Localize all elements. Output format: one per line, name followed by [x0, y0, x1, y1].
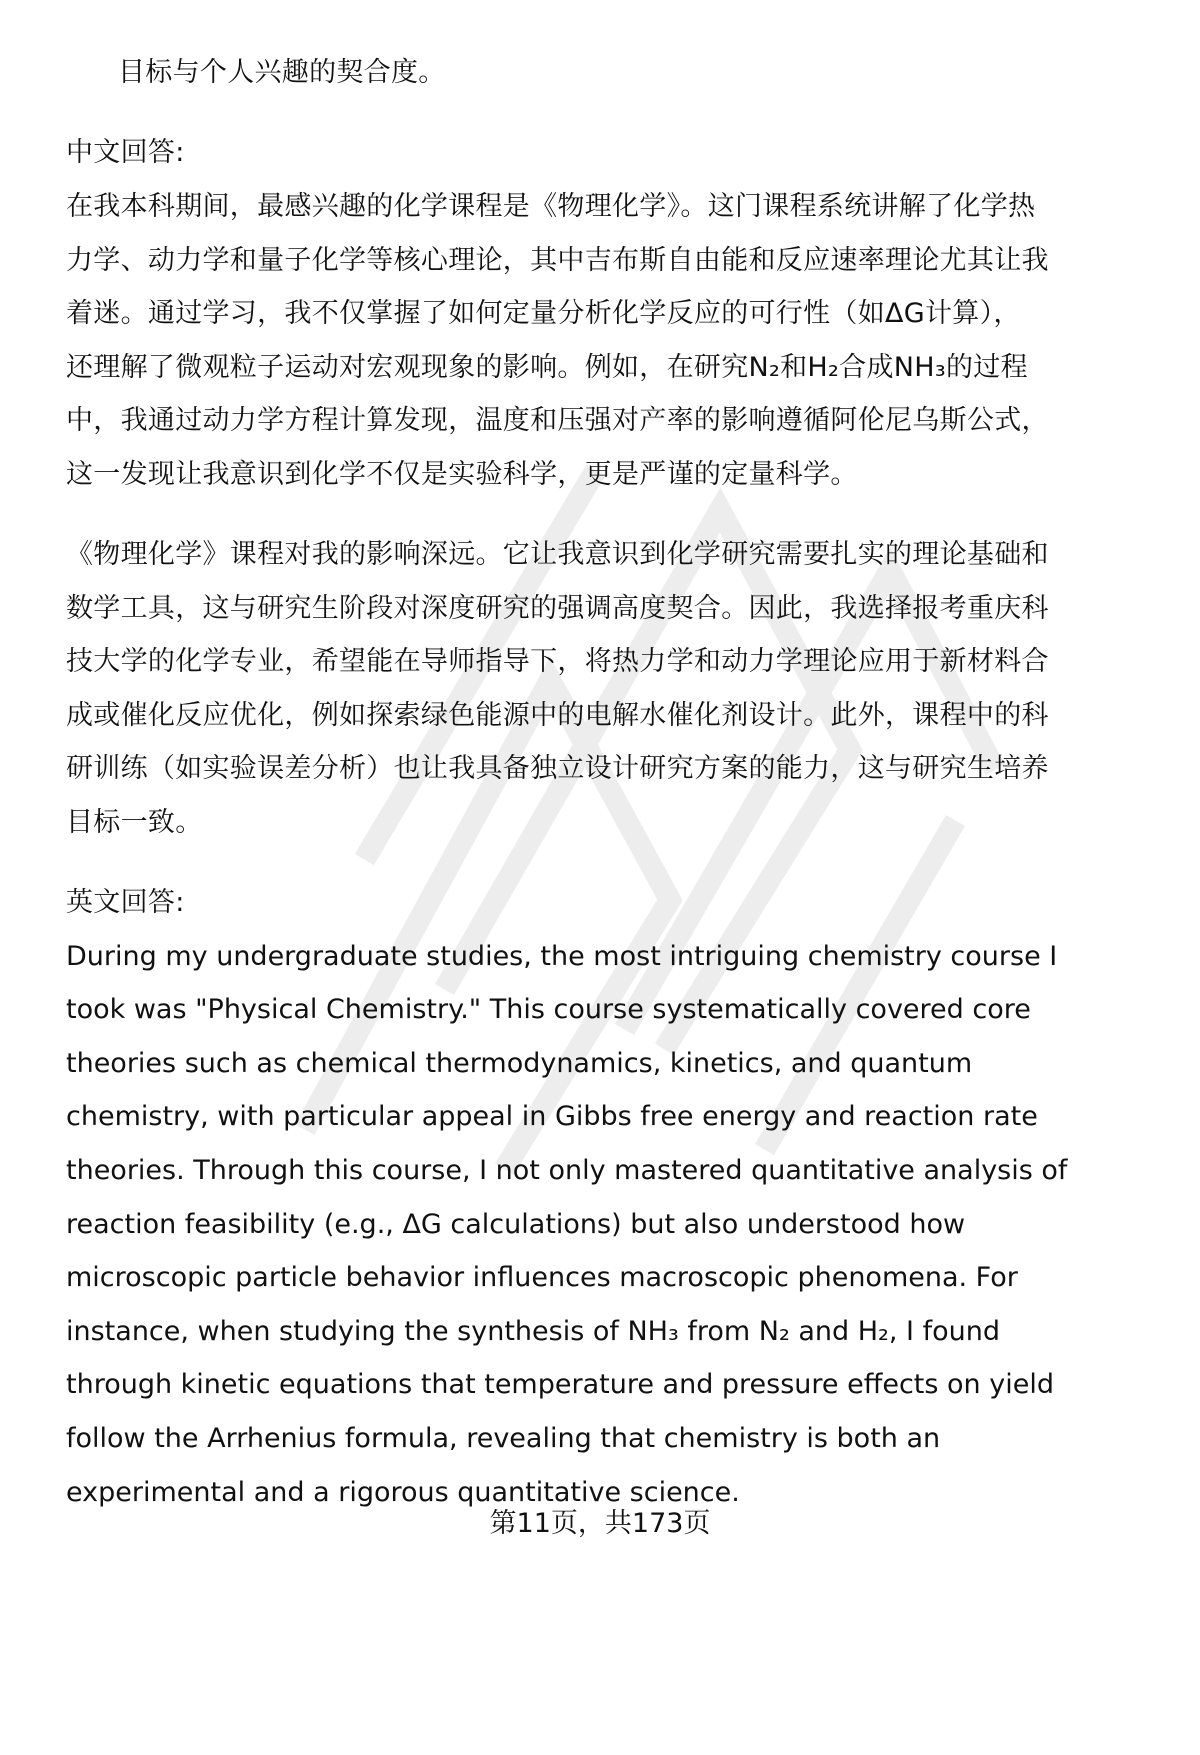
- text-line: 研训练（如实验误差分析）也让我具备独立设计研究方案的能力，这与研究生培养: [66, 753, 1049, 784]
- text-line: 在我本科期间，最感兴趣的化学课程是《物理化学》。这门课程系统讲解了化学热: [66, 191, 1036, 222]
- text-line: 中，我通过动力学方程计算发现，温度和压强对产率的影响遵循阿伦尼乌斯公式，: [66, 405, 1049, 436]
- text-line: 这一发现让我意识到化学不仅是实验科学，更是严谨的定量科学。: [66, 459, 858, 490]
- text-line: chemistry, with particular appeal in Gibbs free energy and reaction rate: [66, 1101, 1038, 1132]
- intro-line: 目标与个人兴趣的契合度。: [118, 57, 446, 88]
- text-line: took was "Physical Chemistry." This course systematically covered core: [66, 994, 1031, 1025]
- text-line: follow the Arrhenius formula, revealing that chemistry is both an: [66, 1423, 941, 1454]
- text-line: instance, when studying the synthesis of NH₃ from N₂ and H₂, I found: [66, 1316, 1000, 1347]
- text-line: 还理解了微观粒子运动对宏观现象的影响。例如，在研究N₂和H₂合成NH₃的过程: [66, 352, 1028, 383]
- text-line: 数学工具，这与研究生阶段对深度研究的强调高度契合。因此，我选择报考重庆科: [66, 593, 1049, 624]
- text-line: 成或催化反应优化，例如探索绿色能源中的电解水催化剂设计。此外，课程中的科: [66, 700, 1049, 731]
- text-line: 力学、动力学和量子化学等核心理论，其中吉布斯自由能和反应速率理论尤其让我: [66, 245, 1049, 276]
- text-line: 着迷。通过学习，我不仅掌握了如何定量分析化学反应的可行性（如ΔG计算），: [66, 298, 1021, 329]
- text-line: theories such as chemical thermodynamics, kinetics, and quantum: [66, 1048, 973, 1079]
- text-line: 技大学的化学专业，希望能在导师指导下，将热力学和动力学理论应用于新材料合: [66, 646, 1049, 677]
- text-line: reaction feasibility (e.g., ΔG calculations) but also understood how: [66, 1209, 966, 1240]
- text-line: During my undergraduate studies, the most intriguing chemistry course I: [66, 941, 1058, 972]
- text-line: through kinetic equations that temperature and pressure effects on yield: [66, 1369, 1054, 1400]
- english-answer-heading: 英文回答:: [66, 887, 185, 918]
- text-line: 目标一致。: [66, 807, 203, 838]
- chinese-answer-heading: 中文回答:: [66, 137, 185, 168]
- page-number-footer: 第11页，共173页: [489, 1508, 711, 1539]
- text-line: 《物理化学》课程对我的影响深远。它让我意识到化学研究需要扎实的理论基础和: [66, 539, 1049, 570]
- text-line: theories. Through this course, I not only mastered quantitative analysis of: [66, 1155, 1068, 1186]
- text-line: experimental and a rigorous quantitative science.: [66, 1477, 740, 1508]
- text-line: microscopic particle behavior influences macroscopic phenomena. For: [66, 1262, 1018, 1293]
